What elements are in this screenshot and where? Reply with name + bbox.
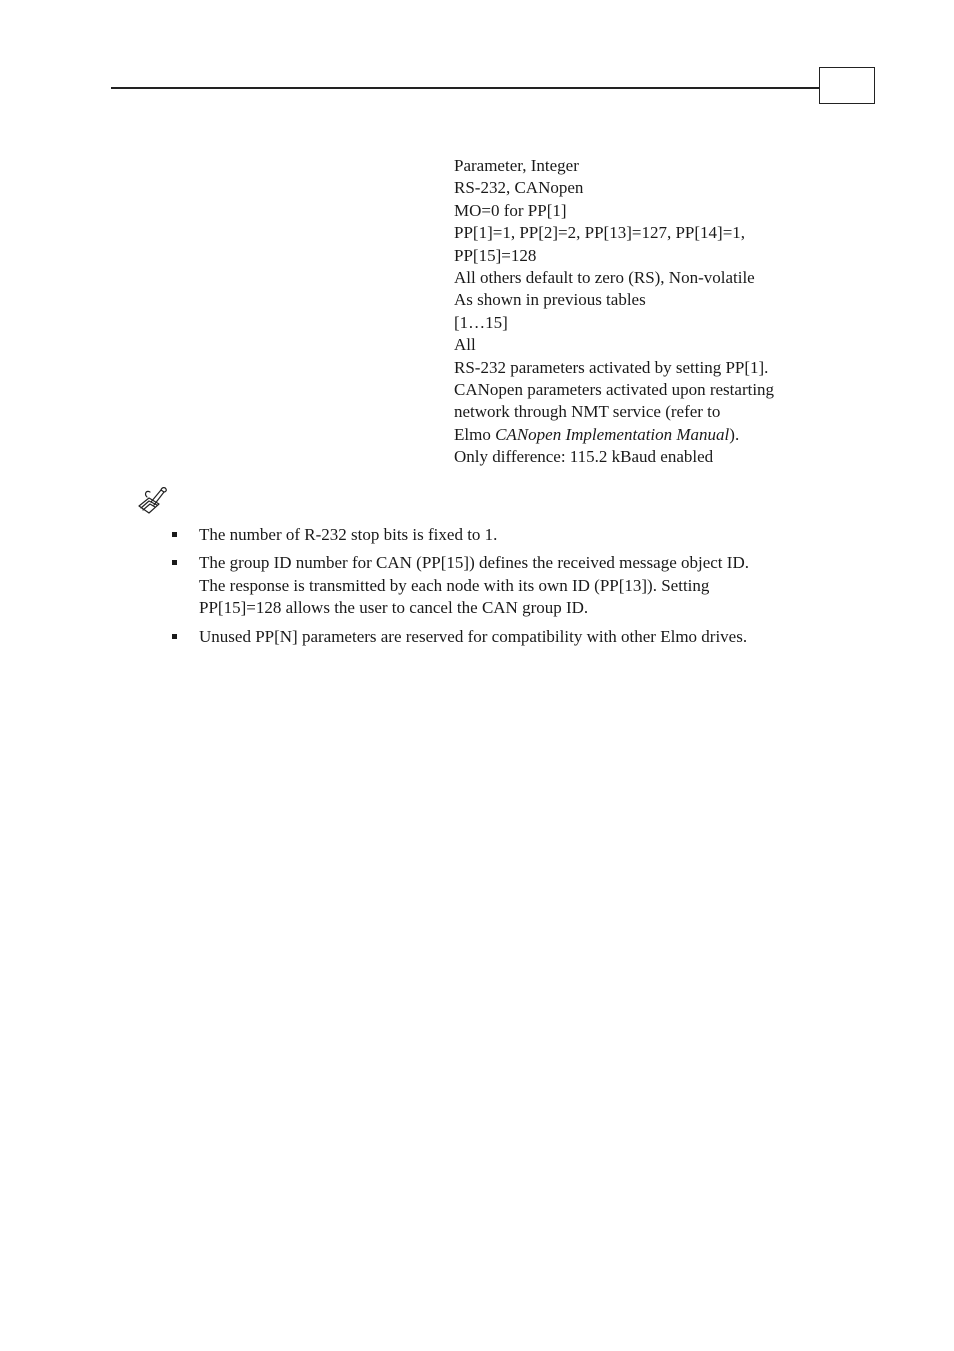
- list-item: [170, 552, 850, 619]
- property-line: Parameter, Integer: [454, 156, 579, 175]
- property-line: MO=0 for PP[1]: [454, 200, 567, 220]
- manual-reference-suffix: ).: [729, 424, 740, 444]
- note-pen-icon: [137, 484, 169, 516]
- property-line: CANopen parameters activated upon restarting: [454, 380, 775, 400]
- page-number-box: [819, 67, 875, 104]
- property-line: All: [454, 335, 476, 355]
- note-text: The response is transmitted by each node with its own ID (PP[13]). Setting: [199, 575, 710, 595]
- bullet-marker: [172, 634, 177, 639]
- property-line: PP[15]=128: [454, 245, 537, 265]
- manual-reference: [454, 424, 854, 446]
- bullet-marker: [172, 560, 177, 565]
- header-rule: [111, 87, 819, 89]
- property-line: As shown in previous tables: [454, 290, 646, 310]
- bullet-marker: [172, 532, 177, 537]
- property-line: PP[1]=1, PP[2]=2, PP[13]=127, PP[14]=1,: [454, 223, 746, 243]
- property-line: RS-232, CANopen: [454, 178, 584, 198]
- property-line: network through NMT service (refer to: [454, 402, 721, 422]
- property-values: [454, 155, 854, 469]
- manual-reference-title: CANopen Implementation Manual: [495, 424, 730, 444]
- property-line: All others default to zero (RS), Non-volatile: [454, 268, 755, 288]
- list-item: [170, 524, 850, 546]
- property-line: RS-232 parameters activated by setting PP[1].: [454, 357, 769, 377]
- manual-reference-prefix: Elmo: [454, 424, 496, 444]
- note-text: PP[15]=128 allows the user to cancel the CAN group ID.: [199, 598, 589, 618]
- list-item: [170, 626, 850, 648]
- note-text: The number of R-232 stop bits is fixed to 1.: [199, 525, 498, 544]
- property-line: Only difference: 115.2 kBaud enabled: [454, 447, 714, 467]
- note-text: Unused PP[N] parameters are reserved for compatibility with other Elmo drives.: [199, 626, 748, 646]
- note-text: The group ID number for CAN (PP[15]) defines the received message object ID.: [199, 553, 749, 573]
- property-line: [1…15]: [454, 312, 508, 332]
- notes-list: [170, 524, 850, 654]
